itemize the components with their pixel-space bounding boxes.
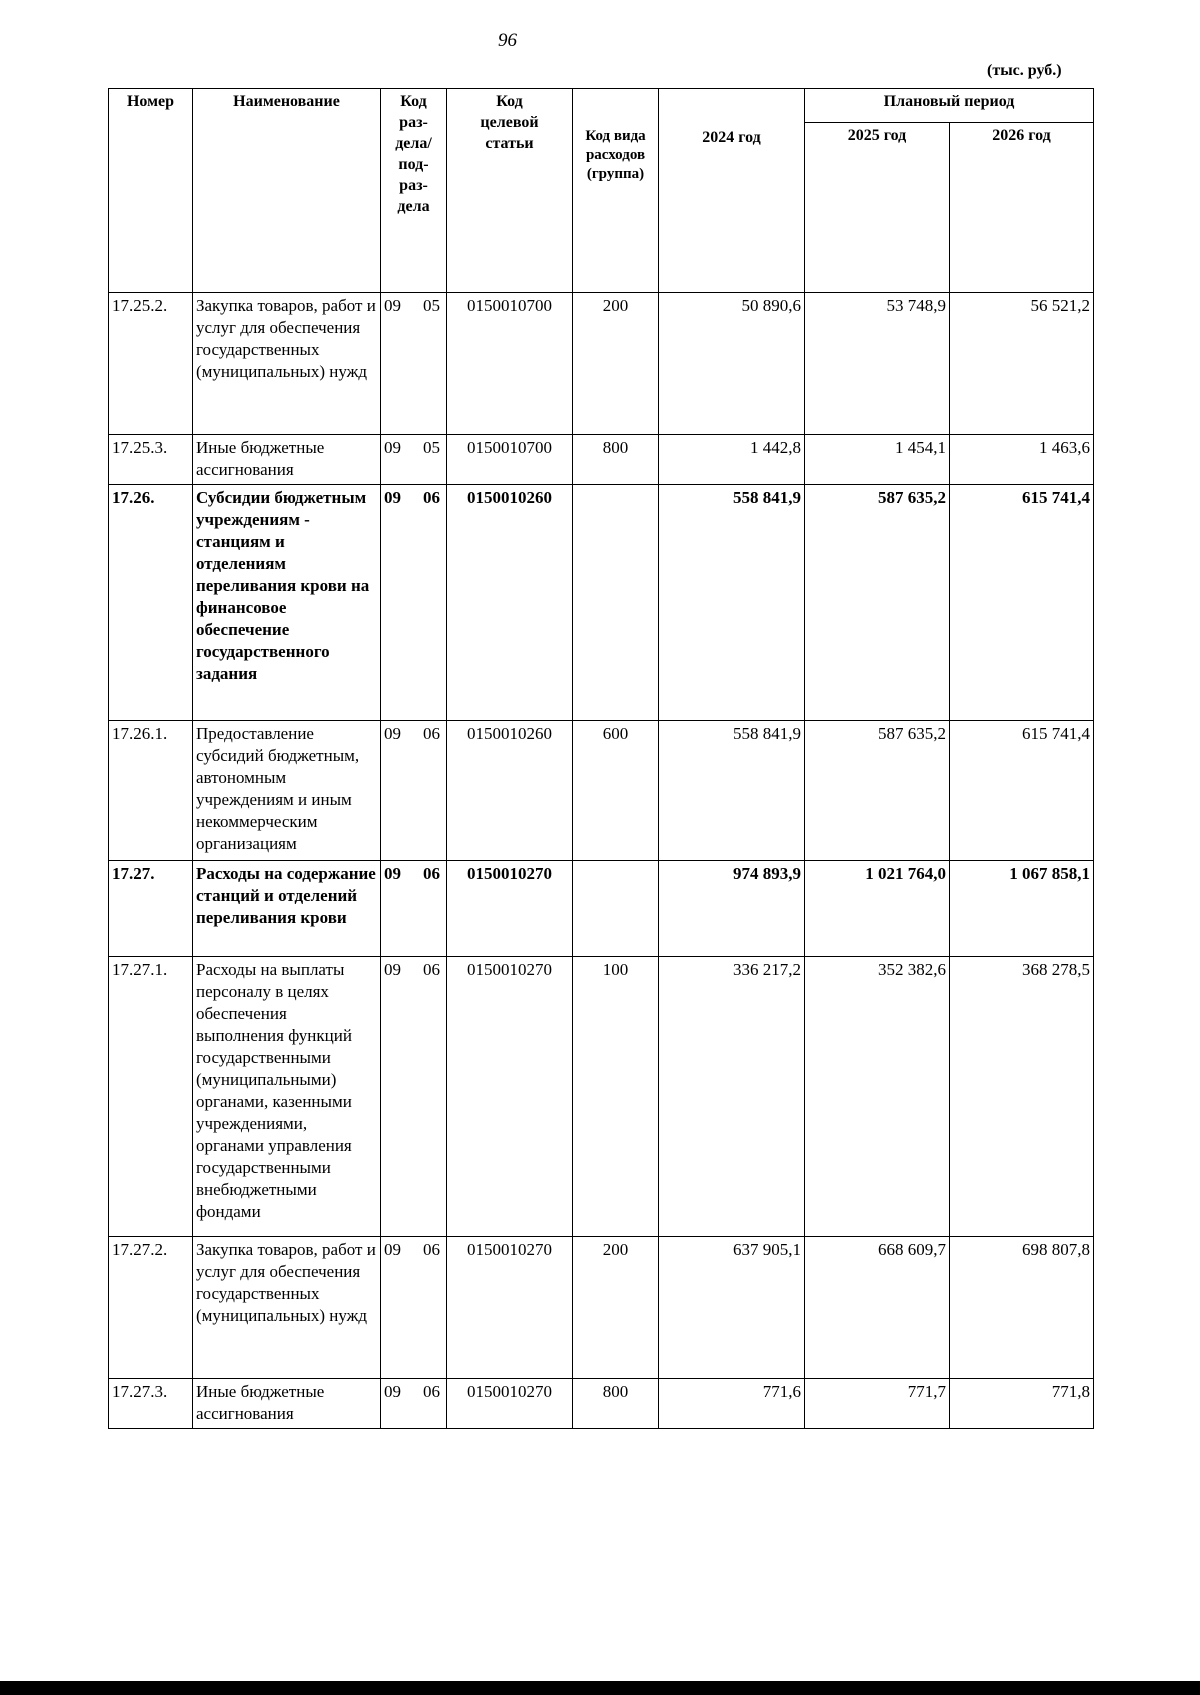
row-target: 0150010270 xyxy=(447,957,573,1237)
row-2026: 368 278,5 xyxy=(950,957,1094,1237)
row-2024: 50 890,6 xyxy=(659,293,805,435)
header-planned-period: Плановый период xyxy=(805,89,1094,123)
row-2025: 668 609,7 xyxy=(805,1237,950,1379)
row-2024: 336 217,2 xyxy=(659,957,805,1237)
row-name: Иные бюджетные ассигнования xyxy=(193,435,381,485)
row-section xyxy=(381,861,447,957)
row-name: Предоставление субсидий бюджетным, автономным учреждениям и иным некоммерческим организациям xyxy=(193,721,381,861)
row-name: Иные бюджетные ассигнования xyxy=(193,1379,381,1429)
row-2026: 615 741,4 xyxy=(950,721,1094,861)
subsection-code: 06 xyxy=(423,1382,440,1401)
table-row xyxy=(109,1379,1094,1429)
header-section-code: Код раз- дела/ под- раз- дела xyxy=(381,89,447,293)
table-row xyxy=(109,1237,1094,1379)
units-label: (тыс. руб.) xyxy=(987,62,1062,79)
header-expense-type: Код вида расходов (группа) xyxy=(573,89,659,293)
row-2025: 53 748,9 xyxy=(805,293,950,435)
row-target: 0150010260 xyxy=(447,721,573,861)
table-row xyxy=(109,435,1094,485)
table-row xyxy=(109,485,1094,721)
row-number: 17.26.1. xyxy=(109,721,193,861)
row-2025: 771,7 xyxy=(805,1379,950,1429)
row-name: Субсидии бюджетным учреждениям - станциям и отделениям переливания крови на финансовое обеспечение государственного задания xyxy=(193,485,381,721)
table-row xyxy=(109,861,1094,957)
row-2026: 698 807,8 xyxy=(950,1237,1094,1379)
table-row xyxy=(109,721,1094,861)
row-number: 17.27.1. xyxy=(109,957,193,1237)
table-row xyxy=(109,957,1094,1237)
row-number: 17.27. xyxy=(109,861,193,957)
section-code: 09 xyxy=(384,488,401,507)
row-2024: 558 841,9 xyxy=(659,721,805,861)
row-name: Расходы на выплаты персоналу в целях обеспечения выполнения функций государственными (муниципальными) органами, казенными учреждениями, органами управления государственными внебюджетными фондами xyxy=(193,957,381,1237)
row-2025: 1 454,1 xyxy=(805,435,950,485)
row-group: 800 xyxy=(573,435,659,485)
row-number: 17.27.2. xyxy=(109,1237,193,1379)
row-2025: 1 021 764,0 xyxy=(805,861,950,957)
row-section xyxy=(381,435,447,485)
row-2025: 587 635,2 xyxy=(805,721,950,861)
row-target: 0150010260 xyxy=(447,485,573,721)
row-number: 17.26. xyxy=(109,485,193,721)
row-target: 0150010270 xyxy=(447,1379,573,1429)
section-code: 09 xyxy=(384,438,401,457)
row-target: 0150010700 xyxy=(447,435,573,485)
row-group: 200 xyxy=(573,1237,659,1379)
section-code: 09 xyxy=(384,864,401,883)
section-code: 09 xyxy=(384,1382,401,1401)
header-name: Наименование xyxy=(193,89,381,293)
header-year-2025: 2025 год xyxy=(805,123,950,293)
header-year-2024: 2024 год xyxy=(659,89,805,293)
row-section xyxy=(381,293,447,435)
row-group: 800 xyxy=(573,1379,659,1429)
row-section xyxy=(381,1379,447,1429)
row-2024: 974 893,9 xyxy=(659,861,805,957)
subsection-code: 06 xyxy=(423,960,440,979)
row-2025: 352 382,6 xyxy=(805,957,950,1237)
row-target: 0150010270 xyxy=(447,1237,573,1379)
row-number: 17.27.3. xyxy=(109,1379,193,1429)
page-number: 96 xyxy=(498,30,517,51)
row-section xyxy=(381,957,447,1237)
row-2024: 771,6 xyxy=(659,1379,805,1429)
row-2026: 1 067 858,1 xyxy=(950,861,1094,957)
row-section xyxy=(381,1237,447,1379)
table-row xyxy=(109,293,1094,435)
row-name: Расходы на содержание станций и отделений переливания крови xyxy=(193,861,381,957)
row-number: 17.25.2. xyxy=(109,293,193,435)
row-2026: 615 741,4 xyxy=(950,485,1094,721)
subsection-code: 06 xyxy=(423,864,440,883)
row-group: 600 xyxy=(573,721,659,861)
row-target: 0150010270 xyxy=(447,861,573,957)
section-code: 09 xyxy=(384,960,401,979)
header-target-code: Код целевой статьи xyxy=(447,89,573,293)
subsection-code: 06 xyxy=(423,724,440,743)
row-2026: 56 521,2 xyxy=(950,293,1094,435)
row-name: Закупка товаров, работ и услуг для обеспечения государственных (муниципальных) нужд xyxy=(193,1237,381,1379)
row-group: 100 xyxy=(573,957,659,1237)
budget-table xyxy=(108,88,1094,1429)
section-code: 09 xyxy=(384,724,401,743)
header-year-2026: 2026 год xyxy=(950,123,1094,293)
row-name: Закупка товаров, работ и услуг для обеспечения государственных (муниципальных) нужд xyxy=(193,293,381,435)
header-number: Номер xyxy=(109,89,193,293)
subsection-code: 06 xyxy=(423,488,440,507)
row-2024: 558 841,9 xyxy=(659,485,805,721)
row-2026: 1 463,6 xyxy=(950,435,1094,485)
row-target: 0150010700 xyxy=(447,293,573,435)
row-number: 17.25.3. xyxy=(109,435,193,485)
row-2025: 587 635,2 xyxy=(805,485,950,721)
row-2024: 637 905,1 xyxy=(659,1237,805,1379)
subsection-code: 06 xyxy=(423,1240,440,1259)
row-group xyxy=(573,861,659,957)
row-group xyxy=(573,485,659,721)
row-2026: 771,8 xyxy=(950,1379,1094,1429)
row-group: 200 xyxy=(573,293,659,435)
subsection-code: 05 xyxy=(423,438,440,457)
scan-edge-bar xyxy=(0,1681,1200,1695)
row-section xyxy=(381,485,447,721)
section-code: 09 xyxy=(384,1240,401,1259)
row-2024: 1 442,8 xyxy=(659,435,805,485)
row-section xyxy=(381,721,447,861)
subsection-code: 05 xyxy=(423,296,440,315)
section-code: 09 xyxy=(384,296,401,315)
